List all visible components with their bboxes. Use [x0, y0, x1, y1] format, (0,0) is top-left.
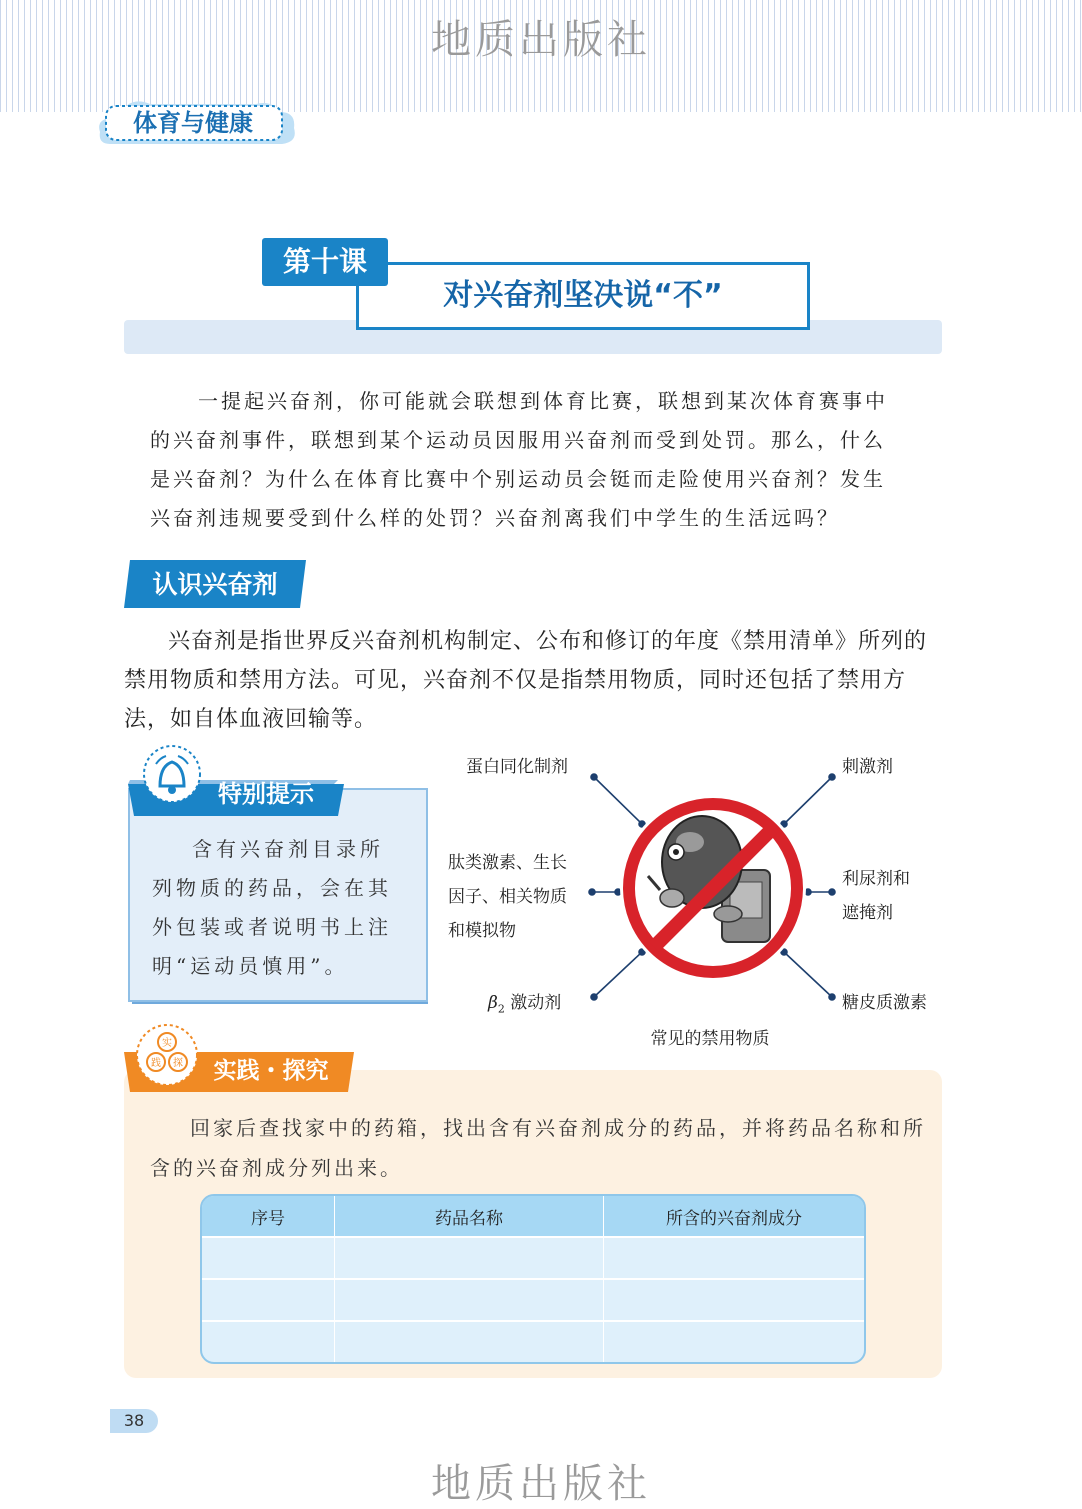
- connector-dot: [829, 889, 835, 895]
- drug-table: [200, 1194, 866, 1364]
- tip-heading: 特别提示: [218, 780, 314, 808]
- table-cell[interactable]: [335, 1278, 604, 1320]
- col-header-index: 序号: [202, 1196, 335, 1236]
- label-diuretics-1: 利尿剂和: [842, 869, 910, 889]
- table-header-row: [202, 1196, 864, 1236]
- beta-symbol: β: [488, 993, 498, 1013]
- intro-paragraph: [150, 382, 930, 538]
- col-header-doping-ingredient: 所含的兴奋剂成分: [604, 1196, 864, 1236]
- badge-char: 践: [151, 1058, 161, 1069]
- table-cell[interactable]: [604, 1278, 864, 1320]
- label-diuretics-2: 遮掩剂: [842, 903, 893, 923]
- table-cell[interactable]: [604, 1320, 864, 1362]
- table-cell[interactable]: [202, 1320, 335, 1362]
- table-row: [202, 1278, 864, 1320]
- badge-char: 实: [162, 1038, 172, 1049]
- table-cell[interactable]: [604, 1236, 864, 1278]
- lesson-number: 第十课: [262, 238, 388, 286]
- intro-line: 是兴奋剂？为什么在体育比赛中个别运动员会铤而走险使用兴奋剂？发生: [150, 467, 886, 491]
- section-heading: 认识兴奋剂: [152, 570, 278, 599]
- table-cell[interactable]: [335, 1320, 604, 1362]
- table-cell[interactable]: [202, 1278, 335, 1320]
- label-anabolic-agents: 蛋白同化制剂: [466, 757, 568, 777]
- connector-line: [594, 952, 642, 997]
- practice-badge-icon: [134, 1022, 200, 1088]
- page-number: 38: [110, 1409, 158, 1433]
- practice-heading: 实践・探究: [213, 1058, 329, 1084]
- connector-dot: [591, 994, 597, 1000]
- lesson-title: 对兴奋剂坚决说“不”: [356, 262, 810, 330]
- beta-label-text: 激动剂: [504, 993, 562, 1013]
- label-glucocorticoids: 糖皮质激素: [842, 993, 927, 1013]
- label-beta2-agonists: [488, 986, 561, 1026]
- intro-line: 一提起兴奋剂，你可能就会联想到体育比赛，联想到某次体育赛事中: [198, 389, 888, 413]
- connector-dot: [829, 994, 835, 1000]
- intro-line: 兴奋剂违规要受到什么样的处罚？兴奋剂离我们中学生的生活远吗？: [150, 506, 840, 530]
- bell-icon: [140, 742, 204, 806]
- connector-dot: [589, 889, 595, 895]
- practice-text: [150, 1108, 930, 1188]
- table-row: [202, 1320, 864, 1362]
- connector-dot: [591, 774, 597, 780]
- publisher-watermark-top: 地质出版社: [431, 17, 651, 63]
- connector-line: [594, 777, 642, 824]
- pill-figure-illustration: [648, 816, 770, 942]
- practice-text-body: 回家后查找家中的药箱，找出含有兴奋剂成分的药品，并将药品名称和所含的兴奋剂成分列出来。: [150, 1116, 926, 1180]
- table-row: [202, 1236, 864, 1278]
- table-cell[interactable]: [202, 1236, 335, 1278]
- section-body-text: 兴奋剂是指世界反兴奋剂机构制定、公布和修订的年度《禁用清单》所列的禁用物质和禁用方法。可见，兴奋剂不仅是指禁用物质，同时还包括了禁用方法，如自体血液回输等。: [124, 629, 928, 732]
- connector-line: [784, 952, 832, 997]
- diagram-caption: 常见的禁用物质: [650, 1029, 770, 1049]
- beta-subscript: 2: [497, 1002, 505, 1016]
- tip-text-body: 含有兴奋剂目录所列物质的药品，会在其外包装或者说明书上注明“运动员慎用”。: [152, 837, 392, 978]
- intro-line: 的兴奋剂事件，联想到某个运动员因服用兴奋剂而受到处罚。那么，什么: [150, 428, 886, 452]
- publisher-watermark-bottom: 地质出版社: [431, 1461, 651, 1507]
- section-tag-label: 体育与健康: [133, 109, 253, 137]
- section-body: [124, 622, 942, 739]
- label-peptide-hormones-3: 和模拟物: [448, 921, 516, 941]
- col-header-drug-name: 药品名称: [335, 1196, 604, 1236]
- tip-text: [152, 830, 402, 986]
- table-cell[interactable]: [335, 1236, 604, 1278]
- label-peptide-hormones-2: 因子、相关物质: [448, 887, 567, 907]
- connector-dot: [829, 774, 835, 780]
- connector-line: [784, 777, 832, 824]
- label-peptide-hormones-1: 肽类激素、生长: [448, 853, 567, 873]
- badge-char: 探: [173, 1058, 183, 1069]
- label-stimulants: 刺激剂: [842, 757, 893, 777]
